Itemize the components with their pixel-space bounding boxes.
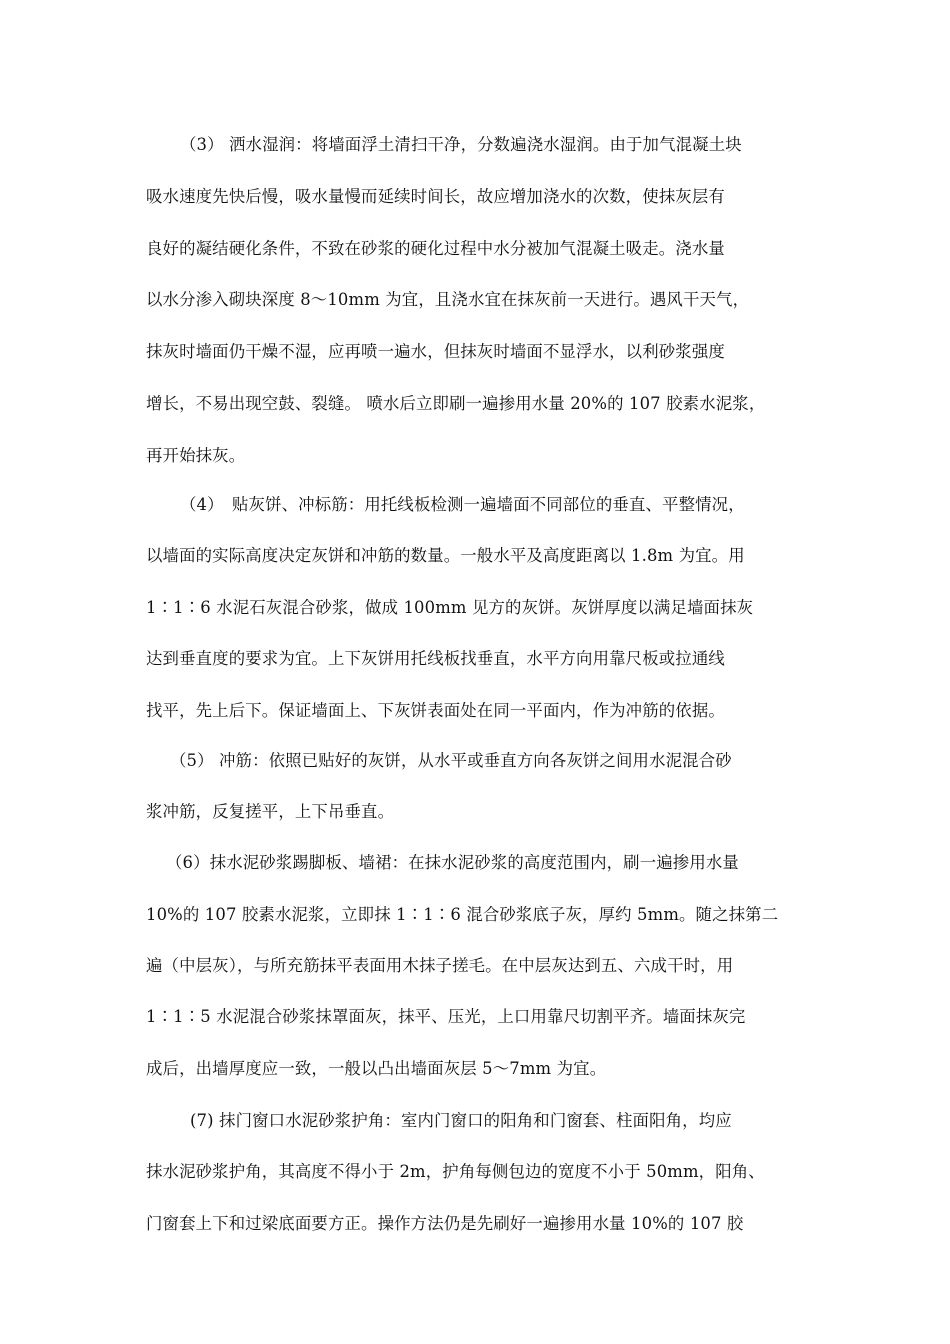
text-line: 再开始抹灰。 bbox=[146, 446, 246, 465]
text-line: （6）抹水泥砂浆踢脚板、墙裙：在抹水泥砂浆的高度范围内，刷一遍掺用水量 bbox=[166, 853, 739, 872]
text-line: 抹水泥砂浆护角，其高度不得小于 2m，护角每侧包边的宽度不小于 50mm，阳角、 bbox=[146, 1162, 765, 1181]
text-line: 抹灰时墙面仍干燥不湿，应再喷一遍水，但抹灰时墙面不显浮水，以利砂浆强度 bbox=[146, 342, 725, 361]
text-line: 以水分渗入砌块深度 8～10mm 为宜，且浇水宜在抹灰前一天进行。遇风干天气， bbox=[146, 290, 750, 309]
text-line: 找平，先上后下。保证墙面上、下灰饼表面处在同一平面内，作为冲筋的依据。 bbox=[146, 701, 725, 720]
text-line: 10%的 107 胶素水泥浆，立即抹 1∶1∶6 混合砂浆底子灰，厚约 5mm。随之抹第二 bbox=[146, 905, 779, 924]
text-line: （4） 贴灰饼、冲标筋：用托线板检测一遍墙面不同部位的垂直、平整情况， bbox=[180, 495, 745, 514]
text-line: 1∶1∶6 水泥石灰混合砂浆，做成 100mm 见方的灰饼。灰饼厚度以满足墙面抹灰 bbox=[146, 598, 754, 617]
text-line: 门窗套上下和过梁底面要方正。操作方法仍是先刷好一遍掺用水量 10%的 107 胶 bbox=[146, 1214, 744, 1233]
text-line: 遍（中层灰），与所充筋抹平表面用木抹子搓毛。在中层灰达到五、六成干时，用 bbox=[146, 956, 734, 975]
text-line: 浆冲筋，反复搓平，上下吊垂直。 bbox=[146, 802, 395, 821]
text-line: 增长，不易出现空鼓、裂缝。 喷水后立即刷一遍掺用水量 20%的 107 胶素水泥浆， bbox=[146, 394, 766, 413]
text-line: 达到垂直度的要求为宜。上下灰饼用托线板找垂直，水平方向用靠尺板或拉通线 bbox=[146, 649, 725, 668]
text-line: 吸水速度先快后慢，吸水量慢而延续时间长，故应增加浇水的次数，使抹灰层有 bbox=[146, 187, 725, 206]
text-line: 以墙面的实际高度决定灰饼和冲筋的数量。一般水平及高度距离以 1.8m 为宜。用 bbox=[146, 546, 745, 565]
text-line: 1∶1∶5 水泥混合砂浆抹罩面灰，抹平、压光，上口用靠尺切割平齐。墙面抹灰完 bbox=[146, 1007, 746, 1026]
text-line: 良好的凝结硬化条件，不致在砂浆的硬化过程中水分被加气混凝土吸走。浇水量 bbox=[146, 239, 725, 258]
text-line: （5） 冲筋：依照已贴好的灰饼，从水平或垂直方向各灰饼之间用水泥混合砂 bbox=[170, 751, 732, 770]
text-line: (7) 抹门窗口水泥砂浆护角：室内门窗口的阳角和门窗套、柱面阳角，均应 bbox=[190, 1111, 732, 1130]
text-line: 成后，出墙厚度应一致，一般以凸出墙面灰层 5～7mm 为宜。 bbox=[146, 1059, 607, 1078]
text-line: （3） 洒水湿润：将墙面浮土清扫干净，分数遍浇水湿润。由于加气混凝土块 bbox=[180, 135, 742, 154]
